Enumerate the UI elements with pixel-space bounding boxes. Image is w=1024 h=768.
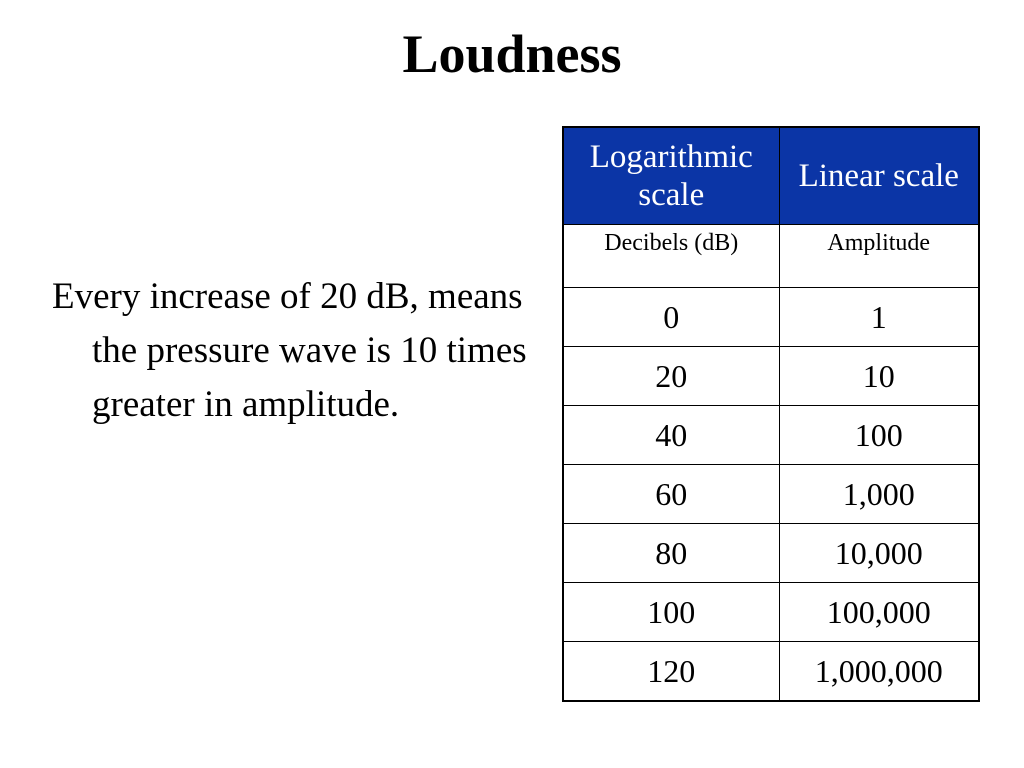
table-subheader-row — [563, 225, 979, 288]
cell-amplitude: 1,000 — [779, 465, 979, 524]
table-row — [563, 288, 979, 347]
table-header-row — [563, 127, 979, 225]
body-text: Every increase of 20 dB, means the pressure wave is 10 times greater in amplitude. — [52, 276, 527, 425]
header-linear-scale: Linear scale — [779, 127, 979, 225]
table-row — [563, 347, 979, 406]
slide-title: Loudness — [402, 24, 622, 84]
cell-decibels: 80 — [563, 524, 779, 583]
cell-amplitude: 1,000,000 — [779, 642, 979, 702]
loudness-table — [562, 126, 980, 702]
table-row — [563, 406, 979, 465]
table-row — [563, 583, 979, 642]
cell-decibels: 60 — [563, 465, 779, 524]
cell-decibels: 100 — [563, 583, 779, 642]
cell-decibels: 20 — [563, 347, 779, 406]
cell-decibels: 120 — [563, 642, 779, 702]
table-row — [563, 465, 979, 524]
cell-decibels: 40 — [563, 406, 779, 465]
subheader-amplitude: Amplitude — [779, 225, 979, 288]
table-row — [563, 524, 979, 583]
cell-decibels: 0 — [563, 288, 779, 347]
cell-amplitude: 100,000 — [779, 583, 979, 642]
cell-amplitude: 10,000 — [779, 524, 979, 583]
header-logarithmic-scale: Logarithmic scale — [563, 127, 779, 225]
subheader-decibels: Decibels (dB) — [563, 225, 779, 288]
cell-amplitude: 100 — [779, 406, 979, 465]
cell-amplitude: 10 — [779, 347, 979, 406]
cell-amplitude: 1 — [779, 288, 979, 347]
table-row — [563, 642, 979, 702]
